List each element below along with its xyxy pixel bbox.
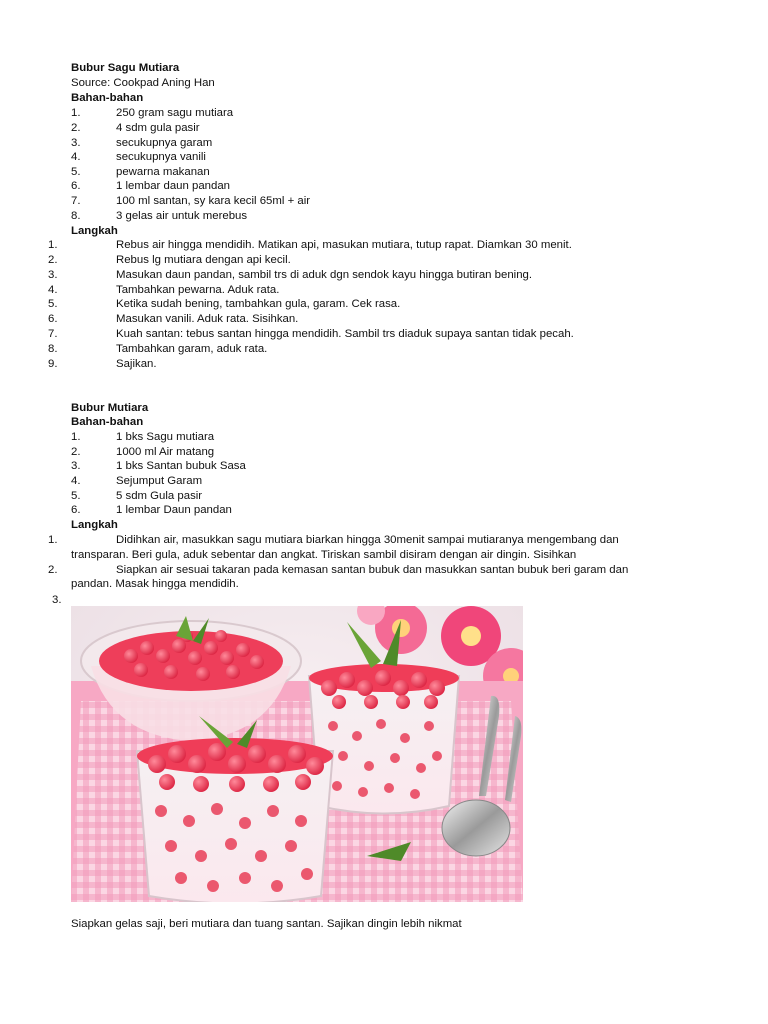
list-number: 8.: [71, 210, 81, 222]
list-number: 2.: [71, 446, 81, 458]
recipe2-steps-heading: Langkah: [71, 519, 118, 531]
list-item: Sajikan.: [116, 358, 157, 370]
list-item: secukupnya vanili: [116, 151, 206, 163]
list-number: 1.: [48, 534, 58, 546]
list-number: 1.: [71, 107, 81, 119]
list-item: secukupnya garam: [116, 137, 213, 149]
list-number: 2.: [48, 254, 58, 266]
list-number: 3.: [71, 460, 81, 472]
recipe1-ingredients-heading: Bahan-bahan: [71, 92, 144, 104]
list-item-continuation: pandan. Masak hingga mendidih.: [71, 578, 239, 590]
list-item: 5 sdm Gula pasir: [116, 490, 203, 502]
list-number: 4.: [48, 284, 58, 296]
list-number: 7.: [71, 195, 81, 207]
list-number: 5.: [71, 166, 81, 178]
list-item: Kuah santan: tebus santan hingga mendidih. Sambil trs diaduk supaya santan tidak pecah.: [116, 328, 574, 340]
recipe2-title: Bubur Mutiara: [71, 402, 149, 414]
list-number: 2.: [71, 122, 81, 134]
recipe1-steps-heading: Langkah: [71, 225, 118, 237]
list-item: 250 gram sagu mutiara: [116, 107, 234, 119]
list-item: 3 gelas air untuk merebus: [116, 210, 248, 222]
list-number: 5.: [48, 298, 58, 310]
list-item: 1 bks Santan bubuk Sasa: [116, 460, 246, 472]
list-item: 4 sdm gula pasir: [116, 122, 200, 134]
list-item: 1 bks Sagu mutiara: [116, 431, 215, 443]
list-number: 3.: [52, 594, 62, 606]
list-item: Tambahkan pewarna. Aduk rata.: [116, 284, 280, 296]
list-number: 7.: [48, 328, 58, 340]
list-number: 2.: [48, 564, 58, 576]
list-number: 6.: [71, 504, 81, 516]
list-item: 1 lembar daun pandan: [116, 180, 230, 192]
list-item: Masukan daun pandan, sambil trs di aduk dgn sendok kayu hingga butiran bening.: [116, 269, 533, 281]
list-item: Siapkan air sesuai takaran pada kemasan santan bubuk dan masukkan santan bubuk beri garam dan: [116, 564, 629, 576]
list-item: Rebus air hingga mendidih. Matikan api, masukan mutiara, tutup rapat. Diamkan 30 menit.: [116, 239, 572, 251]
list-item: Rebus lg mutiara dengan api kecil.: [116, 254, 291, 266]
list-item: pewarna makanan: [116, 166, 210, 178]
list-item: Didihkan air, masukkan sagu mutiara biarkan hingga 30menit sampai mutiaranya mengembang dan: [116, 534, 619, 546]
list-number: 8.: [48, 343, 58, 355]
list-item: Tambahkan garam, aduk rata.: [116, 343, 268, 355]
list-number: 6.: [48, 313, 58, 325]
list-number: 1.: [71, 431, 81, 443]
photo-caption: Siapkan gelas saji, beri mutiara dan tuang santan. Sajikan dingin lebih nikmat: [71, 918, 462, 930]
dessert-photo: [71, 606, 523, 902]
list-number: 3.: [48, 269, 58, 281]
list-item-continuation: transparan. Beri gula, aduk sebentar dan angkat. Tiriskan sambil disiram dengan air dingin. Sisihkan: [71, 549, 577, 561]
dessert-glass-front: [137, 716, 333, 902]
list-item: Masukan vanili. Aduk rata. Sisihkan.: [116, 313, 299, 325]
list-item: 1000 ml Air matang: [116, 446, 215, 458]
recipe1-title: Bubur Sagu Mutiara: [71, 62, 180, 74]
list-item: 1 lembar Daun pandan: [116, 504, 232, 516]
list-number: 4.: [71, 475, 81, 487]
list-number: 1.: [48, 239, 58, 251]
list-item: Sejumput Garam: [116, 475, 203, 487]
list-number: 3.: [71, 137, 81, 149]
list-number: 5.: [71, 490, 81, 502]
recipe1-source: Source: Cookpad Aning Han: [71, 77, 215, 89]
list-number: 4.: [71, 151, 81, 163]
list-item: 100 ml santan, sy kara kecil 65ml + air: [116, 195, 311, 207]
list-number: 9.: [48, 358, 58, 370]
list-number: 6.: [71, 180, 81, 192]
list-item: Ketika sudah bening, tambahkan gula, garam. Cek rasa.: [116, 298, 401, 310]
recipe2-ingredients-heading: Bahan-bahan: [71, 416, 144, 428]
